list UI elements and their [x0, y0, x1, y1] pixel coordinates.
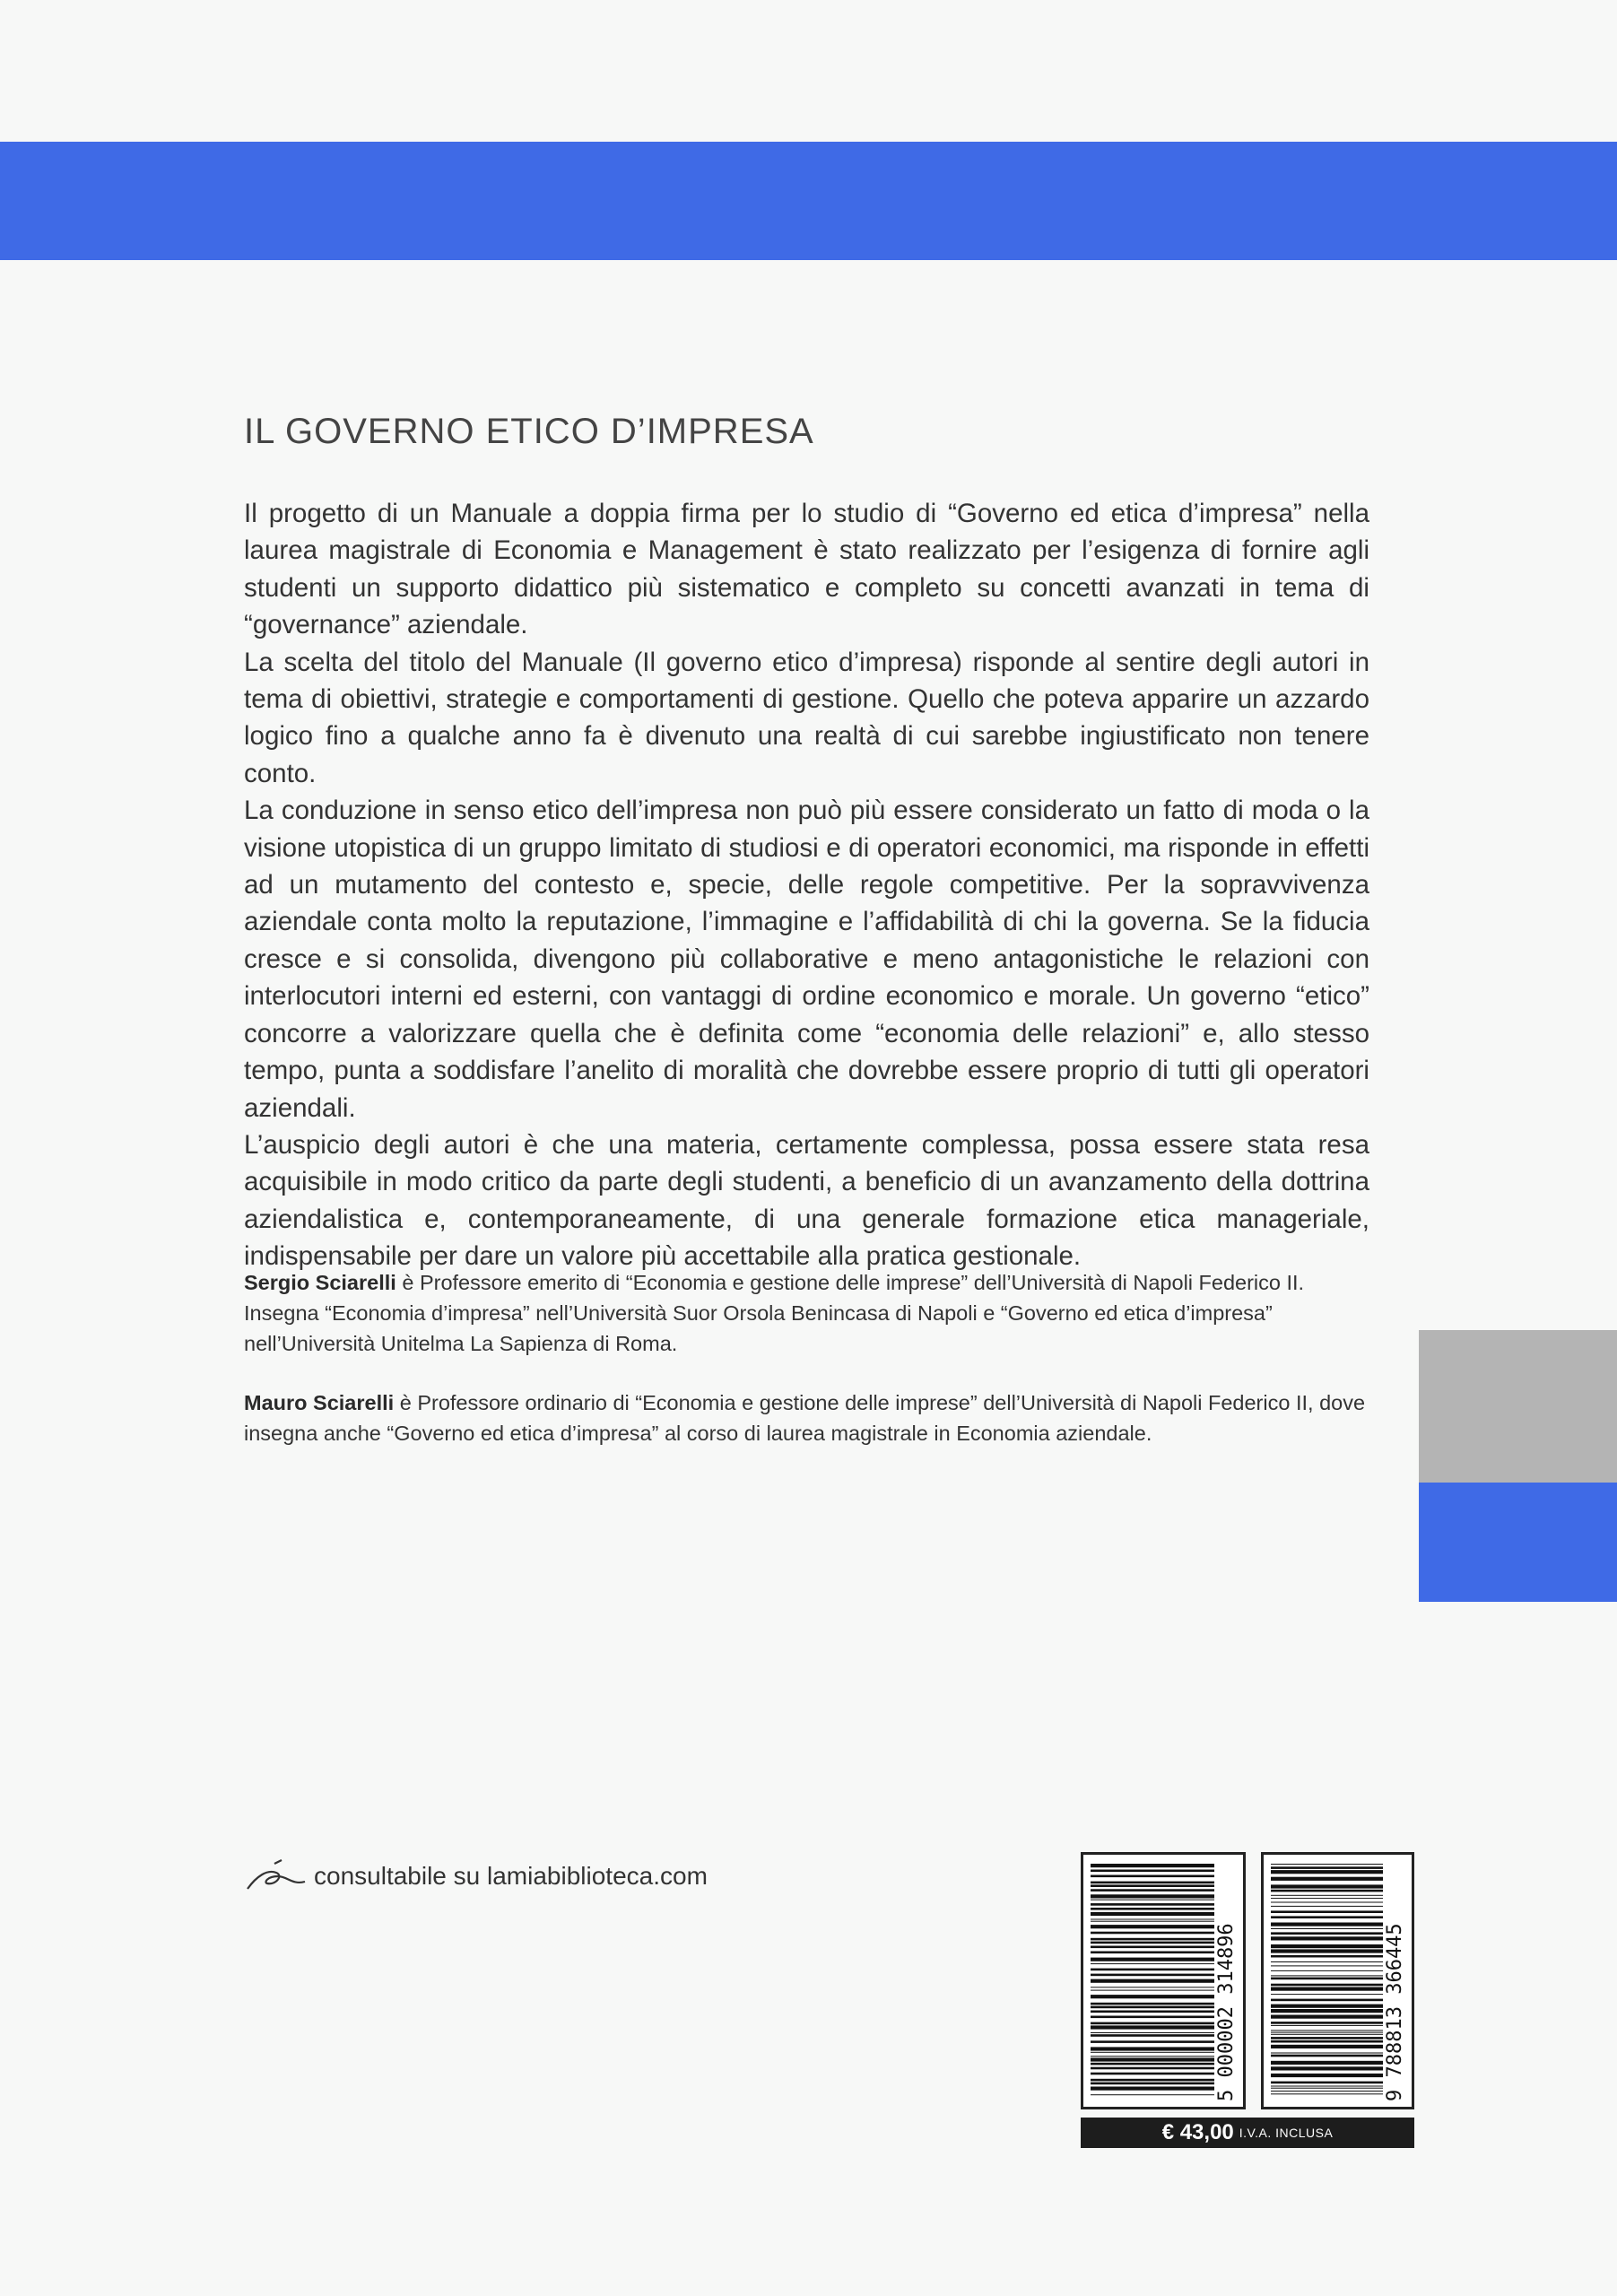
barcode-bar [1091, 1932, 1214, 1935]
barcode-bar [1271, 2053, 1383, 2054]
e-signature-icon [244, 1858, 309, 1894]
barcode-bar [1091, 1921, 1214, 1922]
barcode-bar [1271, 1970, 1383, 1971]
barcode-number: 9 788813 366445 [1384, 1923, 1406, 2101]
barcode-bar [1271, 2074, 1383, 2077]
barcode-bar [1091, 2011, 1214, 2013]
barcode-bar [1091, 1990, 1214, 1991]
barcode-bar [1091, 2025, 1214, 2029]
paragraph: Il progetto di un Manuale a doppia firma per lo studio di “Governo ed etica d’impresa” nella laurea magistrale di Economia e Management è stato realizzato per l’esigenza di fornire agli studenti un supporto didattico più sistematico e completo su concetti avanzati in tema di “governance” aziendale. [244, 499, 1369, 640]
barcode-bar [1091, 1938, 1214, 1941]
barcode-bar [1091, 1894, 1214, 1898]
barcode-bar [1271, 1999, 1383, 2002]
barcode-lines [1264, 1855, 1412, 2107]
page-title: IL GOVERNO ETICO D’IMPRESA [244, 411, 814, 451]
barcode-bar [1271, 1965, 1383, 1966]
barcode-bar [1271, 2037, 1383, 2039]
barcode-bar [1271, 1955, 1383, 1958]
side-blue-block [1419, 1483, 1617, 1602]
author-bio [244, 1267, 1369, 1359]
barcode-bar [1271, 1987, 1383, 1991]
barcode-bar [1091, 1882, 1214, 1884]
barcode-bar [1091, 2034, 1214, 2037]
barcode-bar [1091, 2006, 1214, 2009]
barcode-bar [1091, 2052, 1214, 2053]
barcode-bar [1271, 1890, 1383, 1892]
barcode-bar [1091, 1903, 1214, 1906]
author-bio-text: è Professore emerito di “Economia e gestione delle imprese” dell’Università di Napoli Federico II. Insegna “Economia d’impresa” nell’Università Suor Orsola Benincasa di Napoli e “Governo ed etica d’impresa” nell’Università Unitelma La Sapienza di Roma. [244, 1271, 1305, 1355]
barcode-bar [1271, 1975, 1383, 1976]
barcode-bar [1091, 1912, 1214, 1916]
barcode-bar [1271, 2066, 1383, 2070]
barcode-bar [1271, 1916, 1383, 1918]
barcode-bar [1271, 1870, 1383, 1874]
paragraph: L’auspicio degli autori è che una materia, certamente complessa, possa essere stata resa acquisibile in modo critico da parte degli studenti, a beneficio di un avanzamento della dottrina aziendalistica e, contemporaneamente, di una generale formazione etica manageriale, indispensabile per dare un valore più accettabile alla pratica gestionale. [244, 1129, 1369, 1272]
barcode-bar [1091, 1995, 1214, 1998]
barcode [1081, 1852, 1246, 2109]
barcode-bar [1271, 1949, 1383, 1952]
library-link-text: consultabile su lamiabiblioteca.com [314, 1862, 708, 1890]
barcode-bar [1271, 1902, 1383, 1903]
barcode-bar [1091, 1974, 1214, 1977]
barcode-bar [1091, 1870, 1214, 1873]
barcode-bar [1271, 2009, 1383, 2013]
barcode-bar [1091, 1908, 1214, 1910]
barcode-bar [1271, 2086, 1383, 2087]
description-body [244, 495, 1369, 1275]
barcode-bar [1091, 2040, 1214, 2043]
barcode-bar [1091, 2087, 1214, 2091]
barcode-bar [1271, 1944, 1383, 1948]
barcode-bar [1091, 1884, 1214, 1887]
vat-note: I.V.A. INCLUSA [1239, 2126, 1334, 2140]
barcode-bar [1091, 1963, 1214, 1964]
barcode-bar [1271, 2091, 1383, 2092]
barcode-bar [1271, 2061, 1383, 2065]
barcode-number: 5 000002 314896 [1215, 1923, 1238, 2101]
barcode-bar [1091, 1889, 1214, 1892]
library-link [244, 1858, 708, 1894]
author-name: Mauro Sciarelli [244, 1391, 395, 1414]
barcode-bar [1091, 1875, 1214, 1878]
price-amount: € 43,00 [1161, 2120, 1234, 2144]
barcode-bar [1271, 1984, 1383, 1987]
price-label [1081, 2118, 1414, 2148]
barcode-bar [1271, 2093, 1383, 2094]
barcode-bar [1271, 1898, 1383, 1899]
barcode-bar [1091, 2073, 1214, 2075]
barcode-bar [1271, 1994, 1383, 1995]
barcode-bar [1091, 1946, 1214, 1949]
barcode-bar [1091, 1864, 1214, 1867]
barcode-bar [1091, 2056, 1214, 2057]
barcode-bar [1091, 2067, 1214, 2070]
author-bio [244, 1387, 1369, 1448]
barcode-bar [1271, 1864, 1383, 1865]
barcode-bar [1271, 1923, 1383, 1926]
barcode-bar [1091, 1958, 1214, 1961]
barcode-bar [1091, 1942, 1214, 1944]
barcode-bar [1091, 1952, 1214, 1954]
barcode-bar [1271, 1936, 1383, 1940]
barcode-bar [1271, 2025, 1383, 2026]
barcode-bar [1091, 2032, 1214, 2033]
barcode-bar [1271, 2040, 1383, 2043]
top-color-band [0, 142, 1617, 260]
barcode-bar [1091, 1925, 1214, 1928]
author-bio-text: è Professore ordinario di “Economia e gestione delle imprese” dell’Università di Napoli Federico II, dove insegna anche “Governo ed etica d’impresa” al corso di laurea magistrale in Economia aziendale. [244, 1391, 1366, 1445]
barcode-bar [1271, 1978, 1383, 1980]
barcode-bar [1271, 1906, 1383, 1907]
barcode-bar [1271, 1895, 1383, 1896]
barcode-bar [1271, 1866, 1383, 1869]
barcode-bar [1091, 2063, 1214, 2066]
barcode-bar [1271, 1910, 1383, 1913]
paragraph: La scelta del titolo del Manuale (Il governo etico d’impresa) risponde al sentire degli autori in tema di obiettivi, strategie e comportamenti di gestione. Quello che poteva apparire un azzardo logico fino a qualche anno fa è divenuto una realtà di cui sarebbe ingiustificato non tenere conto. [244, 647, 1369, 788]
barcode-bar [1271, 2005, 1383, 2008]
side-gray-block [1419, 1330, 1617, 1483]
barcode-bar [1271, 1961, 1383, 1962]
barcode-bar [1091, 2057, 1214, 2061]
barcode-bar [1271, 2055, 1383, 2057]
barcode-bar [1271, 2082, 1383, 2084]
barcode-bar [1271, 2088, 1383, 2089]
paragraph: La conduzione in senso etico dell’impresa non può più essere considerato un fatto di moda o la visione utopistica di un gruppo limitato di studiosi e di operatori economici, ma risponde in effetti ad un mutamento del contesto e, specie, delle regole competitive. Per la sopravvivenza aziendale conta molto la reputazione, l’immagine e l’affidabilità di chi la governa. Se la fiducia cresce e si consolida, divengono più collaborative e meno antagonistiche le relazioni con interlocutori interni ed esterni, con vantaggi di ordine economico e morale. Un governo “etico” concorre a valorizzare quella che è definita come “economia delle relazioni” e, allo stesso tempo, punta a soddisfare l’anelito di moralità che dovrebbe essere proprio di tutti gli operatori aziendali. [244, 796, 1369, 1123]
barcode-bar [1271, 2022, 1383, 2024]
barcode-bar [1091, 2016, 1214, 2019]
barcode-bar [1091, 2022, 1214, 2025]
barcode-bar [1091, 2083, 1214, 2085]
barcode-bar [1271, 2030, 1383, 2031]
barcode-bar [1091, 2047, 1214, 2050]
barcode-bar [1091, 2094, 1214, 2095]
barcode-bar [1091, 1979, 1214, 1983]
barcode-bar [1271, 2034, 1383, 2035]
barcode-bar [1271, 1928, 1383, 1929]
isbn-barcode [1261, 1852, 1414, 2109]
author-name: Sergio Sciarelli [244, 1271, 396, 1294]
barcode-bar [1271, 1932, 1383, 1935]
barcode-bar [1271, 2015, 1383, 2019]
barcode-bar [1271, 1884, 1383, 1888]
barcode-bar [1091, 2079, 1214, 2082]
barcode-bar [1271, 1877, 1383, 1881]
barcode-bar [1271, 2045, 1383, 2048]
barcode-bar [1271, 2032, 1383, 2033]
barcode-bar [1091, 1969, 1214, 1971]
barcode-lines [1083, 1855, 1243, 2107]
barcode-bar [1091, 2003, 1214, 2005]
barcode-bar [1091, 1919, 1214, 1920]
